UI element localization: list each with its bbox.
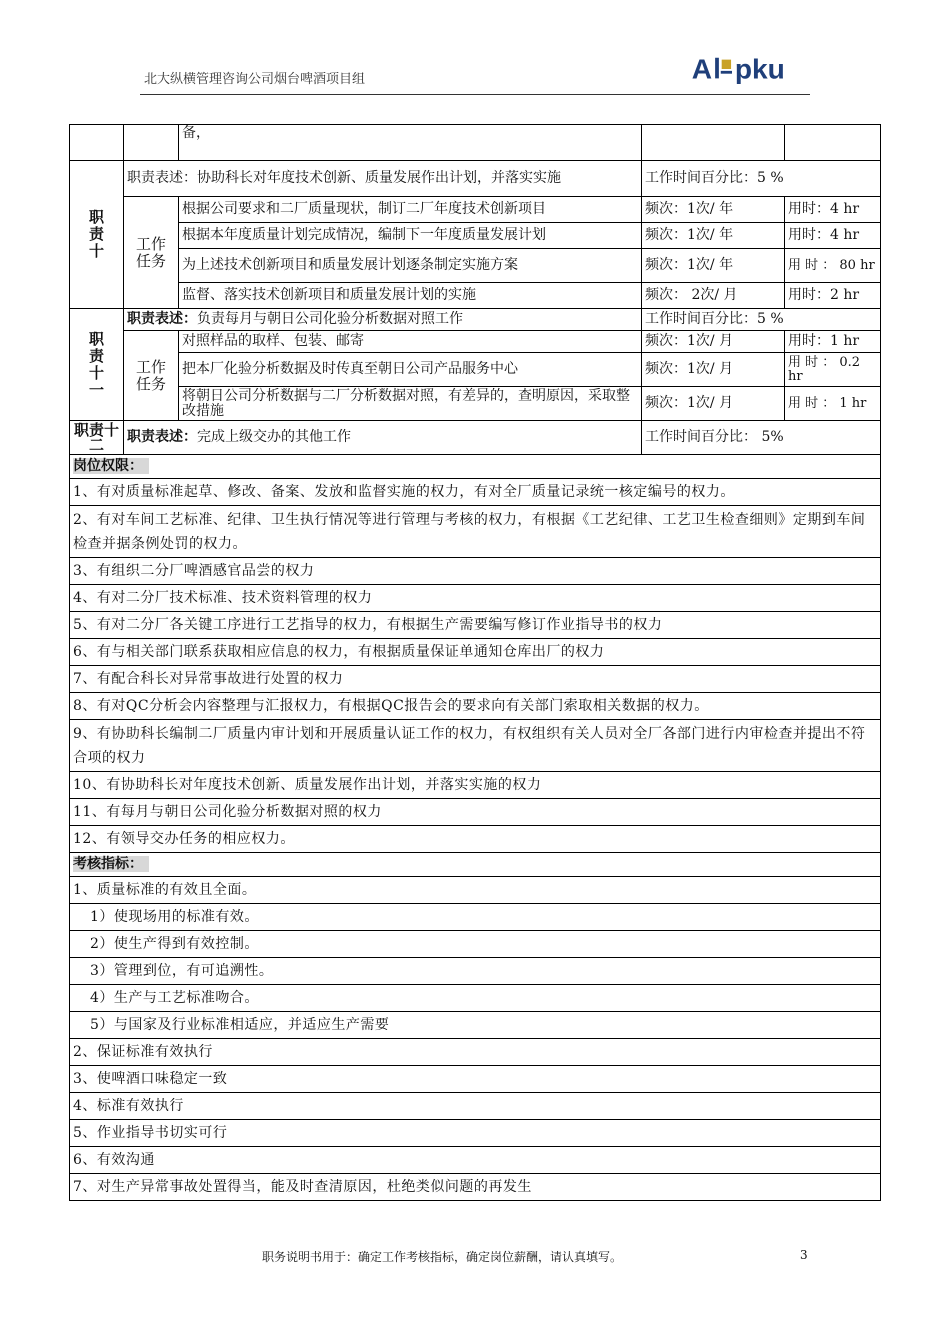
footer-note: 职务说明书用于：确定工作考核指标，确定岗位薪酬，请认真填写。 [262,1250,623,1264]
job-description-table [69,124,881,1201]
blank-cell [785,125,881,161]
duty10-time-percent: 工作时间百分比：5 % [642,161,881,197]
duty11-task: 将朝日公司分析数据与二厂分析数据对照，有差异的，查明原因，采取整改措施 [179,387,642,421]
assessment-subitem: 1）使现场用的标准有效。 [70,904,881,931]
authority-item: 7、有配合科长对异常事故进行处置的权力 [70,666,881,693]
duty12-label: 职责十二 [70,421,124,455]
assessment-subitem: 5）与国家及行业标准相适应，并适应生产需要 [70,1012,881,1039]
assessment-item: 1、质量标准的有效且全面。 [70,877,881,904]
duty11-duration: 用时：1 hr [785,331,881,353]
duty12-time-percent: 工作时间百分比： 5% [642,421,881,455]
duty11-task: 对照样品的取样、包装、邮寄 [179,331,642,353]
duty10-frequency: 频次： 2次/ 月 [642,283,785,309]
authority-section-title: 岗位权限： [70,455,881,479]
duty10-label: 职责十 [70,161,124,309]
duty10-task: 为上述技术创新项目和质量发展计划逐条制定实施方案 [179,249,642,283]
authority-item: 12、有领导交办任务的相应权力。 [70,826,881,853]
duty11-task-label: 工作任务 [124,331,179,421]
authority-item: 11、有每月与朝日公司化验分析数据对照的权力 [70,799,881,826]
duty10-task-label: 工作任务 [124,197,179,309]
assessment-item: 3、使啤酒口味稳定一致 [70,1066,881,1093]
duty10-duration: 用时：4 hr [785,197,881,223]
authority-item: 8、有对QC分析会内容整理与汇报权力，有根据QC报告会的要求向有关部门索取相关数据的权力。 [70,693,881,720]
header-org: 北大纵横管理咨询公司烟台啤酒项目组 [144,72,366,87]
duty10-task: 根据公司要求和二厂质量现状，制订二厂年度技术创新项目 [179,197,642,223]
assessment-subitem: 4）生产与工艺标准吻合。 [70,985,881,1012]
duty10-duration: 用时：4 hr [785,223,881,249]
duty11-frequency: 频次：1次/ 月 [642,353,785,387]
svg-text:pku: pku [734,54,785,84]
assessment-item: 5、作业指导书切实可行 [70,1120,881,1147]
page-header [140,54,810,95]
duty10-duration: 用时：2 hr [785,283,881,309]
authority-item: 5、有对二分厂各关键工序进行工艺指导的权力，有根据生产需要编写修订作业指导书的权力 [70,612,881,639]
allpku-logo-icon [688,54,806,84]
authority-item: 1、有对质量标准起草、修改、备案、发放和监督实施的权力，有对全厂质量记录统一核定编号的权力。 [70,479,881,506]
assessment-item: 7、对生产异常事故处置得当，能及时查清原因，杜绝类似问题的再发生 [70,1174,881,1201]
authority-item: 10、有协助科长对年度技术创新、质量发展作出计划，并落实实施的权力 [70,772,881,799]
duty10-task: 根据本年度质量计划完成情况，编制下一年度质量发展计划 [179,223,642,249]
authority-item: 6、有与相关部门联系获取相应信息的权力，有根据质量保证单通知仓库出厂的权力 [70,639,881,666]
duty10-duration: 用 时 ： 80 hr [785,249,881,283]
duty11-label: 职责十一 [70,309,124,421]
assessment-subitem: 2）使生产得到有效控制。 [70,931,881,958]
assessment-item: 4、标准有效执行 [70,1093,881,1120]
duty11-duration: 用 时 ： 0.2 hr [785,353,881,387]
assessment-item: 2、保证标准有效执行 [70,1039,881,1066]
blank-cell [642,125,785,161]
duty12-description: 职责表述：完成上级交办的其他工作 [124,421,642,455]
duty11-frequency: 频次：1次/ 月 [642,387,785,421]
duty11-time-percent: 工作时间百分比：5 % [642,309,881,331]
continued-task-text: 备， [179,125,642,161]
duty11-task: 把本厂化验分析数据及时传真至朝日公司产品服务中心 [179,353,642,387]
assessment-item: 6、有效沟通 [70,1147,881,1174]
authority-item: 4、有对二分厂技术标准、技术资料管理的权力 [70,585,881,612]
svg-text:A: A [691,54,712,84]
duty10-frequency: 频次：1次/ 年 [642,249,785,283]
page-number: 3 [800,1248,808,1262]
duty11-duration: 用 时 ： 1 hr [785,387,881,421]
duty10-description: 职责表述：协助科长对年度技术创新、质量发展作出计划，并落实实施 [124,161,642,197]
assessment-section-title: 考核指标： [70,853,881,877]
authority-item: 3、有组织二分厂啤酒感官品尝的权力 [70,558,881,585]
assessment-subitem: 3）管理到位，有可追溯性。 [70,958,881,985]
duty10-task: 监督、落实技术创新项目和质量发展计划的实施 [179,283,642,309]
authority-item: 9、有协助科长编制二厂质量内审计划和开展质量认证工作的权力，有权组织有关人员对全厂各部门进行内审检查并提出不符合项的权力 [70,720,881,772]
duty10-frequency: 频次：1次/ 年 [642,223,785,249]
blank-cell [70,125,124,161]
duty11-frequency: 频次：1次/ 月 [642,331,785,353]
blank-cell [124,125,179,161]
duty11-description: 职责表述：负责每月与朝日公司化验分析数据对照工作 [124,309,642,331]
duty10-frequency: 频次：1次/ 年 [642,197,785,223]
authority-item: 2、有对车间工艺标准、纪律、卫生执行情况等进行管理与考核的权力，有根据《工艺纪律、工艺卫生检查细则》定期到车间检查并据条例处罚的权力。 [70,506,881,558]
